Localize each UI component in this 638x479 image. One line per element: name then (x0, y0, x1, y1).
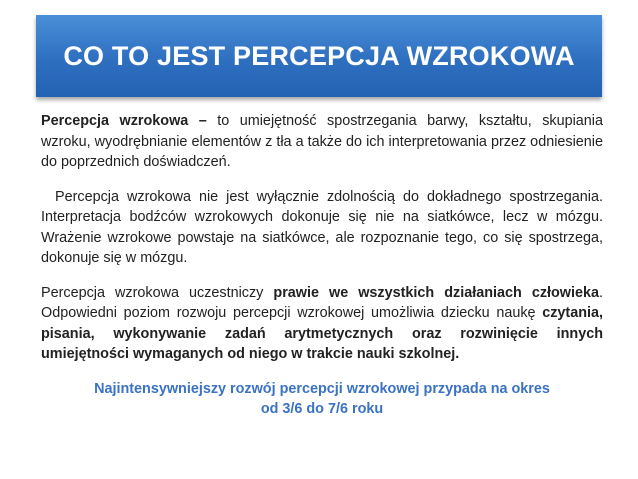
importance-bold-1: prawie we wszystkich działaniach człowieka (273, 284, 600, 301)
interpretation-paragraph (41, 187, 603, 269)
development-note-line1: Najintensywniejszy rozwój percepcji wzrokowej przypada na okres (94, 380, 550, 397)
title-banner (36, 15, 602, 97)
slide-title: CO TO JEST PERCEPCJA WZROKOWA (63, 40, 575, 71)
definition-text: to umiejętność spostrzegania barwy, kształtu, skupiania wzroku, wyodrębnianie elementów z tła a także do ich interpretowania przez odniesienie do poprzednich doświadczeń. (41, 113, 603, 170)
importance-paragraph (41, 283, 603, 365)
definition-term: Percepcja wzrokowa – (41, 113, 207, 129)
definition-paragraph (41, 111, 603, 173)
interpretation-text: Percepcja wzrokowa nie jest wyłącznie zdolnością do dokładnego spostrzegania. Interpretacja bodźców wzrokowych dokonuje się nie na siatkówce, lecz w mózgu. Wrażenie wzrokowe powstaje na siatkówce, ale rozpoznanie tego, co się spostrzega, dokonuje się w mózgu. (41, 188, 603, 266)
importance-bold-2: czytania, pisania, wykonywanie zadań arytmetycznych oraz rozwinięcie innych umiejętności wymaganych od niego w trakcie nauki szkolnej. (41, 305, 603, 362)
importance-text-1: Percepcja wzrokowa uczestniczy (41, 284, 274, 301)
development-note-line2: od 3/6 do 7/6 roku (260, 401, 384, 417)
development-note (41, 379, 603, 420)
slide-content (41, 111, 603, 420)
importance-text-2: . Odpowiedni poziom rozwoju percepcji wzrokowej umożliwia dziecku naukę (41, 284, 604, 321)
